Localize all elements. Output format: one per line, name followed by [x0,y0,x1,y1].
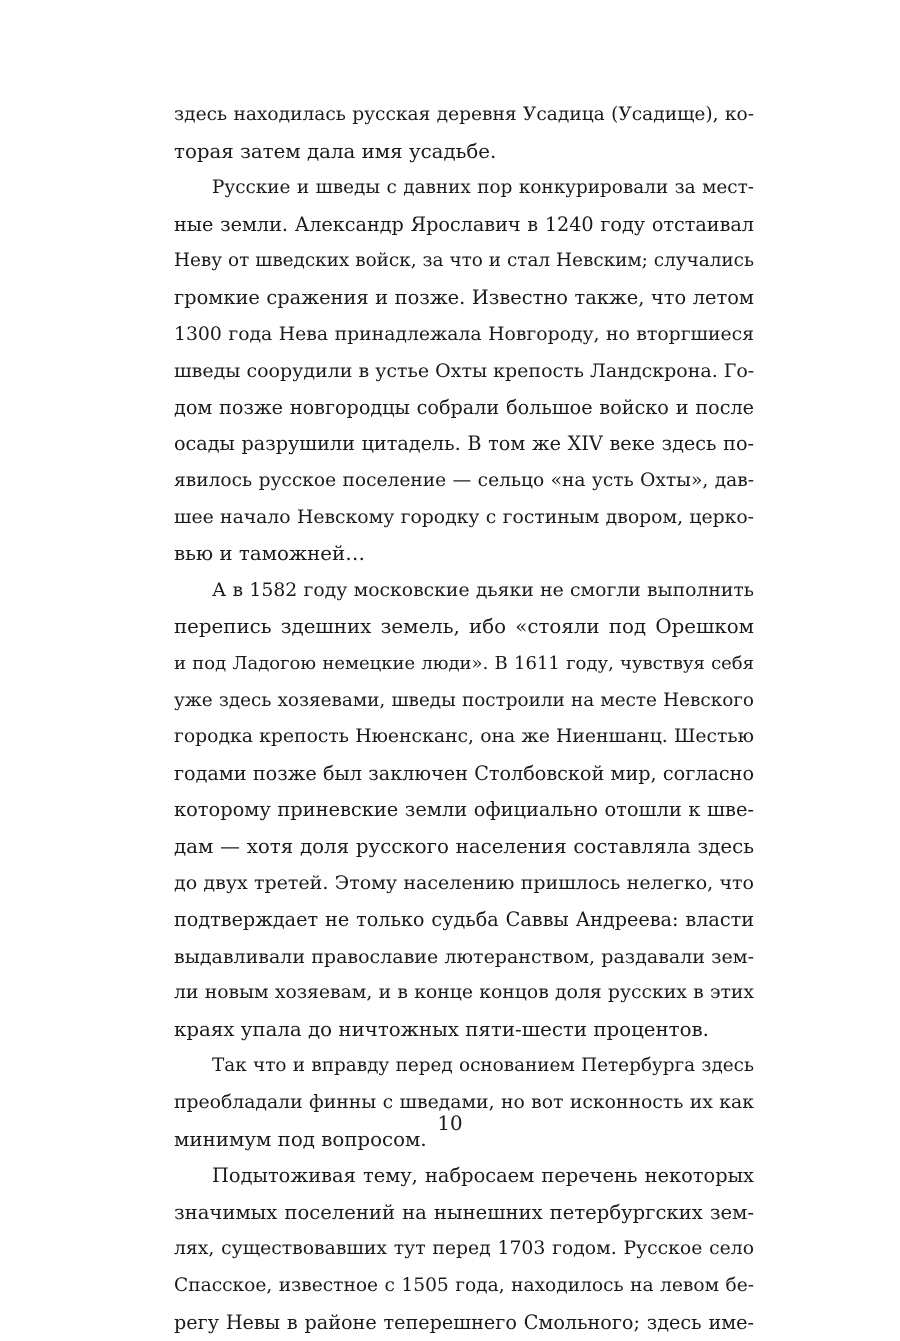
text-line: А в 1582 году московские дьяки не смогли выполнить [212,579,754,601]
text-line: Спасское, известное с 1505 года, находилось на левом бе- [174,1275,754,1296]
text-line: минимум под вопросом. [174,1127,427,1151]
text-line: годами позже был заключен Столбовской мир, согласно [174,761,754,785]
text-line: Русские и шведы с давних пор конкурировали за мест- [212,177,754,199]
text-line: 1300 года Нева принадлежала Новгороду, но вторгшиеся [174,323,754,345]
text-line: дом позже новгородцы собрали большое войско и после [174,395,754,419]
text-line: здесь находилась русская деревня Усадица (Усадище), ко- [174,104,754,125]
text-line: и под Ладогою немецкие люди». В 1611 году, чувствуя себя [174,652,754,674]
text-line: осады разрушили цитадель. В том же XIV веке здесь по- [174,432,754,456]
text-line: до двух третей. Этому населению пришлось нелегко, что [174,872,754,895]
text-line: вью и таможней… [174,542,365,566]
text-line: шее начало Невскому городку с гостиным двором, церко- [174,506,754,528]
text-line: которому приневские земли официально отошли к шве- [174,798,754,822]
text-line: Неву от шведских войск, за что и стал Невским; случались [174,250,754,272]
text-line: шведы соорудили в устье Охты крепость Ландскрона. Го- [174,360,754,383]
text-line: преобладали финны с шведами, но вот исконность их как [174,1092,754,1114]
text-line: уже здесь хозяевами, шведы построили на месте Невского [174,689,754,711]
text-line: подтверждает не только судьба Саввы Андреева: власти [174,908,754,932]
text-line: Подытоживая тему, набросаем перечень некоторых [212,1164,754,1188]
text-line: лях, существовавших тут перед 1703 годом. Русское село [174,1238,754,1260]
text-line: выдавливали православие лютеранством, раздавали зем- [174,945,754,968]
text-line: Так что и вправду перед основанием Петербурга здесь [212,1055,754,1077]
text-line: ные земли. Александр Ярославич в 1240 году отстаивал [174,212,754,236]
page-number: 10 [437,1112,463,1135]
text-line: регу Невы в районе теперешнего Смольного; здесь име- [174,1310,754,1334]
text-line: ли новым хозяевам, и в конце концов доля русских в этих [174,982,754,1004]
text-line: значимых поселений на нынешних петербургских зем- [174,1200,754,1224]
body-text [174,97,754,1341]
text-line: городка крепость Нюенсканс, она же Ниеншанц. Шестью [174,726,754,748]
text-line: торая затем дала имя усадьбе. [174,139,497,163]
text-line: перепись здешних земель, ибо «стояли под Орешком [174,615,754,639]
text-line: громкие сражения и позже. Известно также, что летом [174,285,754,309]
text-line: дам — хотя доля русского населения составляла здесь [174,834,754,858]
text-line: краях упала до ничтожных пяти-шести процентов. [174,1017,709,1041]
text-line: явилось русское поселение — сельцо «на усть Охты», дав- [174,469,754,491]
